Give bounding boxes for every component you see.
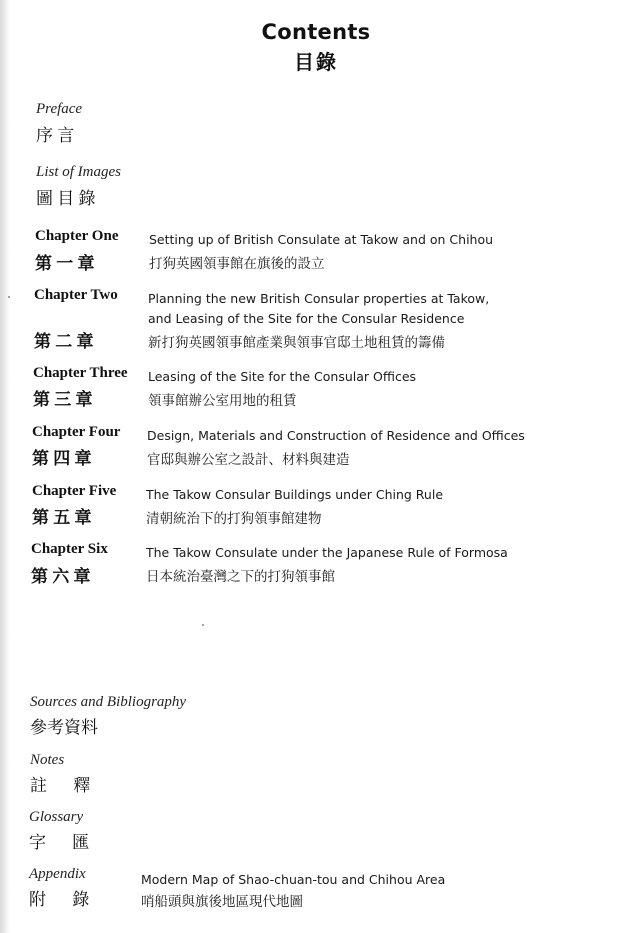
chapter-title-en-line2: and Leasing of the Site for the Consular Residence	[148, 311, 465, 326]
chapter-label-zh: 第 一 章	[35, 254, 95, 273]
chapter-label-zh: 第 二 章	[34, 332, 94, 351]
page-edge-shadow	[0, 0, 10, 933]
back-matter-label-zh: 字 匯	[29, 833, 90, 852]
chapter-title-zh: 官邸與辦公室之設計、材料與建造	[147, 452, 350, 467]
chapter-title-en: Leasing of the Site for the Consular Offices	[148, 369, 417, 384]
chapter-label-en: Chapter Four	[32, 424, 121, 440]
contents-title-zh: 目錄	[294, 52, 338, 74]
back-matter-label-en: Glossary	[29, 809, 84, 825]
chapter-title-zh: 新打狗英國領事館產業與領事官邸土地租賃的籌備	[148, 335, 445, 350]
chapter-title-en-line1: Planning the new British Consular properties at Takow,	[148, 291, 490, 306]
back-matter-label-en: Sources and Bibliography	[30, 694, 187, 710]
list-of-images-label-zh: 圖 目 錄	[36, 189, 96, 208]
preface-label-en: Preface	[36, 101, 83, 117]
chapter-title-en: The Takow Consular Buildings under Ching Rule	[146, 487, 444, 502]
back-matter-label-zh: 附 錄	[29, 890, 90, 909]
chapter-title-zh: 清朝統治下的打狗領事館建物	[146, 511, 322, 526]
chapter-label-zh: 第 四 章	[32, 449, 92, 468]
chapter-label-zh: 第 三 章	[33, 390, 93, 409]
chapter-title-en: The Takow Consulate under the Japanese Rule of Formosa	[146, 545, 508, 560]
chapter-title-en: Setting up of British Consulate at Takow and on Chihou	[149, 232, 494, 247]
back-matter-label-en: Notes	[30, 752, 65, 768]
chapter-label-en: Chapter Two	[34, 287, 118, 303]
chapter-title-en: Design, Materials and Construction of Residence and Offices	[147, 428, 525, 443]
chapter-label-en: Chapter Six	[31, 541, 108, 557]
chapter-title-zh: 日本統治臺灣之下的打狗領事館	[146, 569, 335, 584]
chapter-title-zh: 打狗英國領事館在旗後的設立	[149, 256, 325, 271]
contents-title-en: Contents	[261, 20, 371, 44]
back-matter-label-zh: 參考資料	[30, 718, 98, 737]
paper-speck	[8, 296, 10, 298]
appendix-title-zh: 哨船頭與旗後地區現代地圖	[141, 894, 303, 909]
list-of-images-label-en: List of Images	[36, 164, 122, 180]
chapter-label-en: Chapter Three	[33, 365, 128, 381]
appendix-title-en: Modern Map of Shao-chuan-tou and Chihou Area	[141, 872, 446, 887]
back-matter-label-zh: 註 釋	[30, 776, 91, 795]
chapter-label-en: Chapter Five	[32, 483, 117, 499]
back-matter-label-en: Appendix	[29, 866, 86, 882]
chapter-label-zh: 第 六 章	[31, 567, 91, 586]
preface-label-zh: 序 言	[36, 126, 75, 145]
chapter-label-zh: 第 五 章	[32, 508, 92, 527]
chapter-label-en: Chapter One	[35, 228, 119, 244]
paper-speck	[202, 624, 204, 626]
chapter-title-zh: 領事館辦公室用地的租賃	[148, 393, 297, 408]
